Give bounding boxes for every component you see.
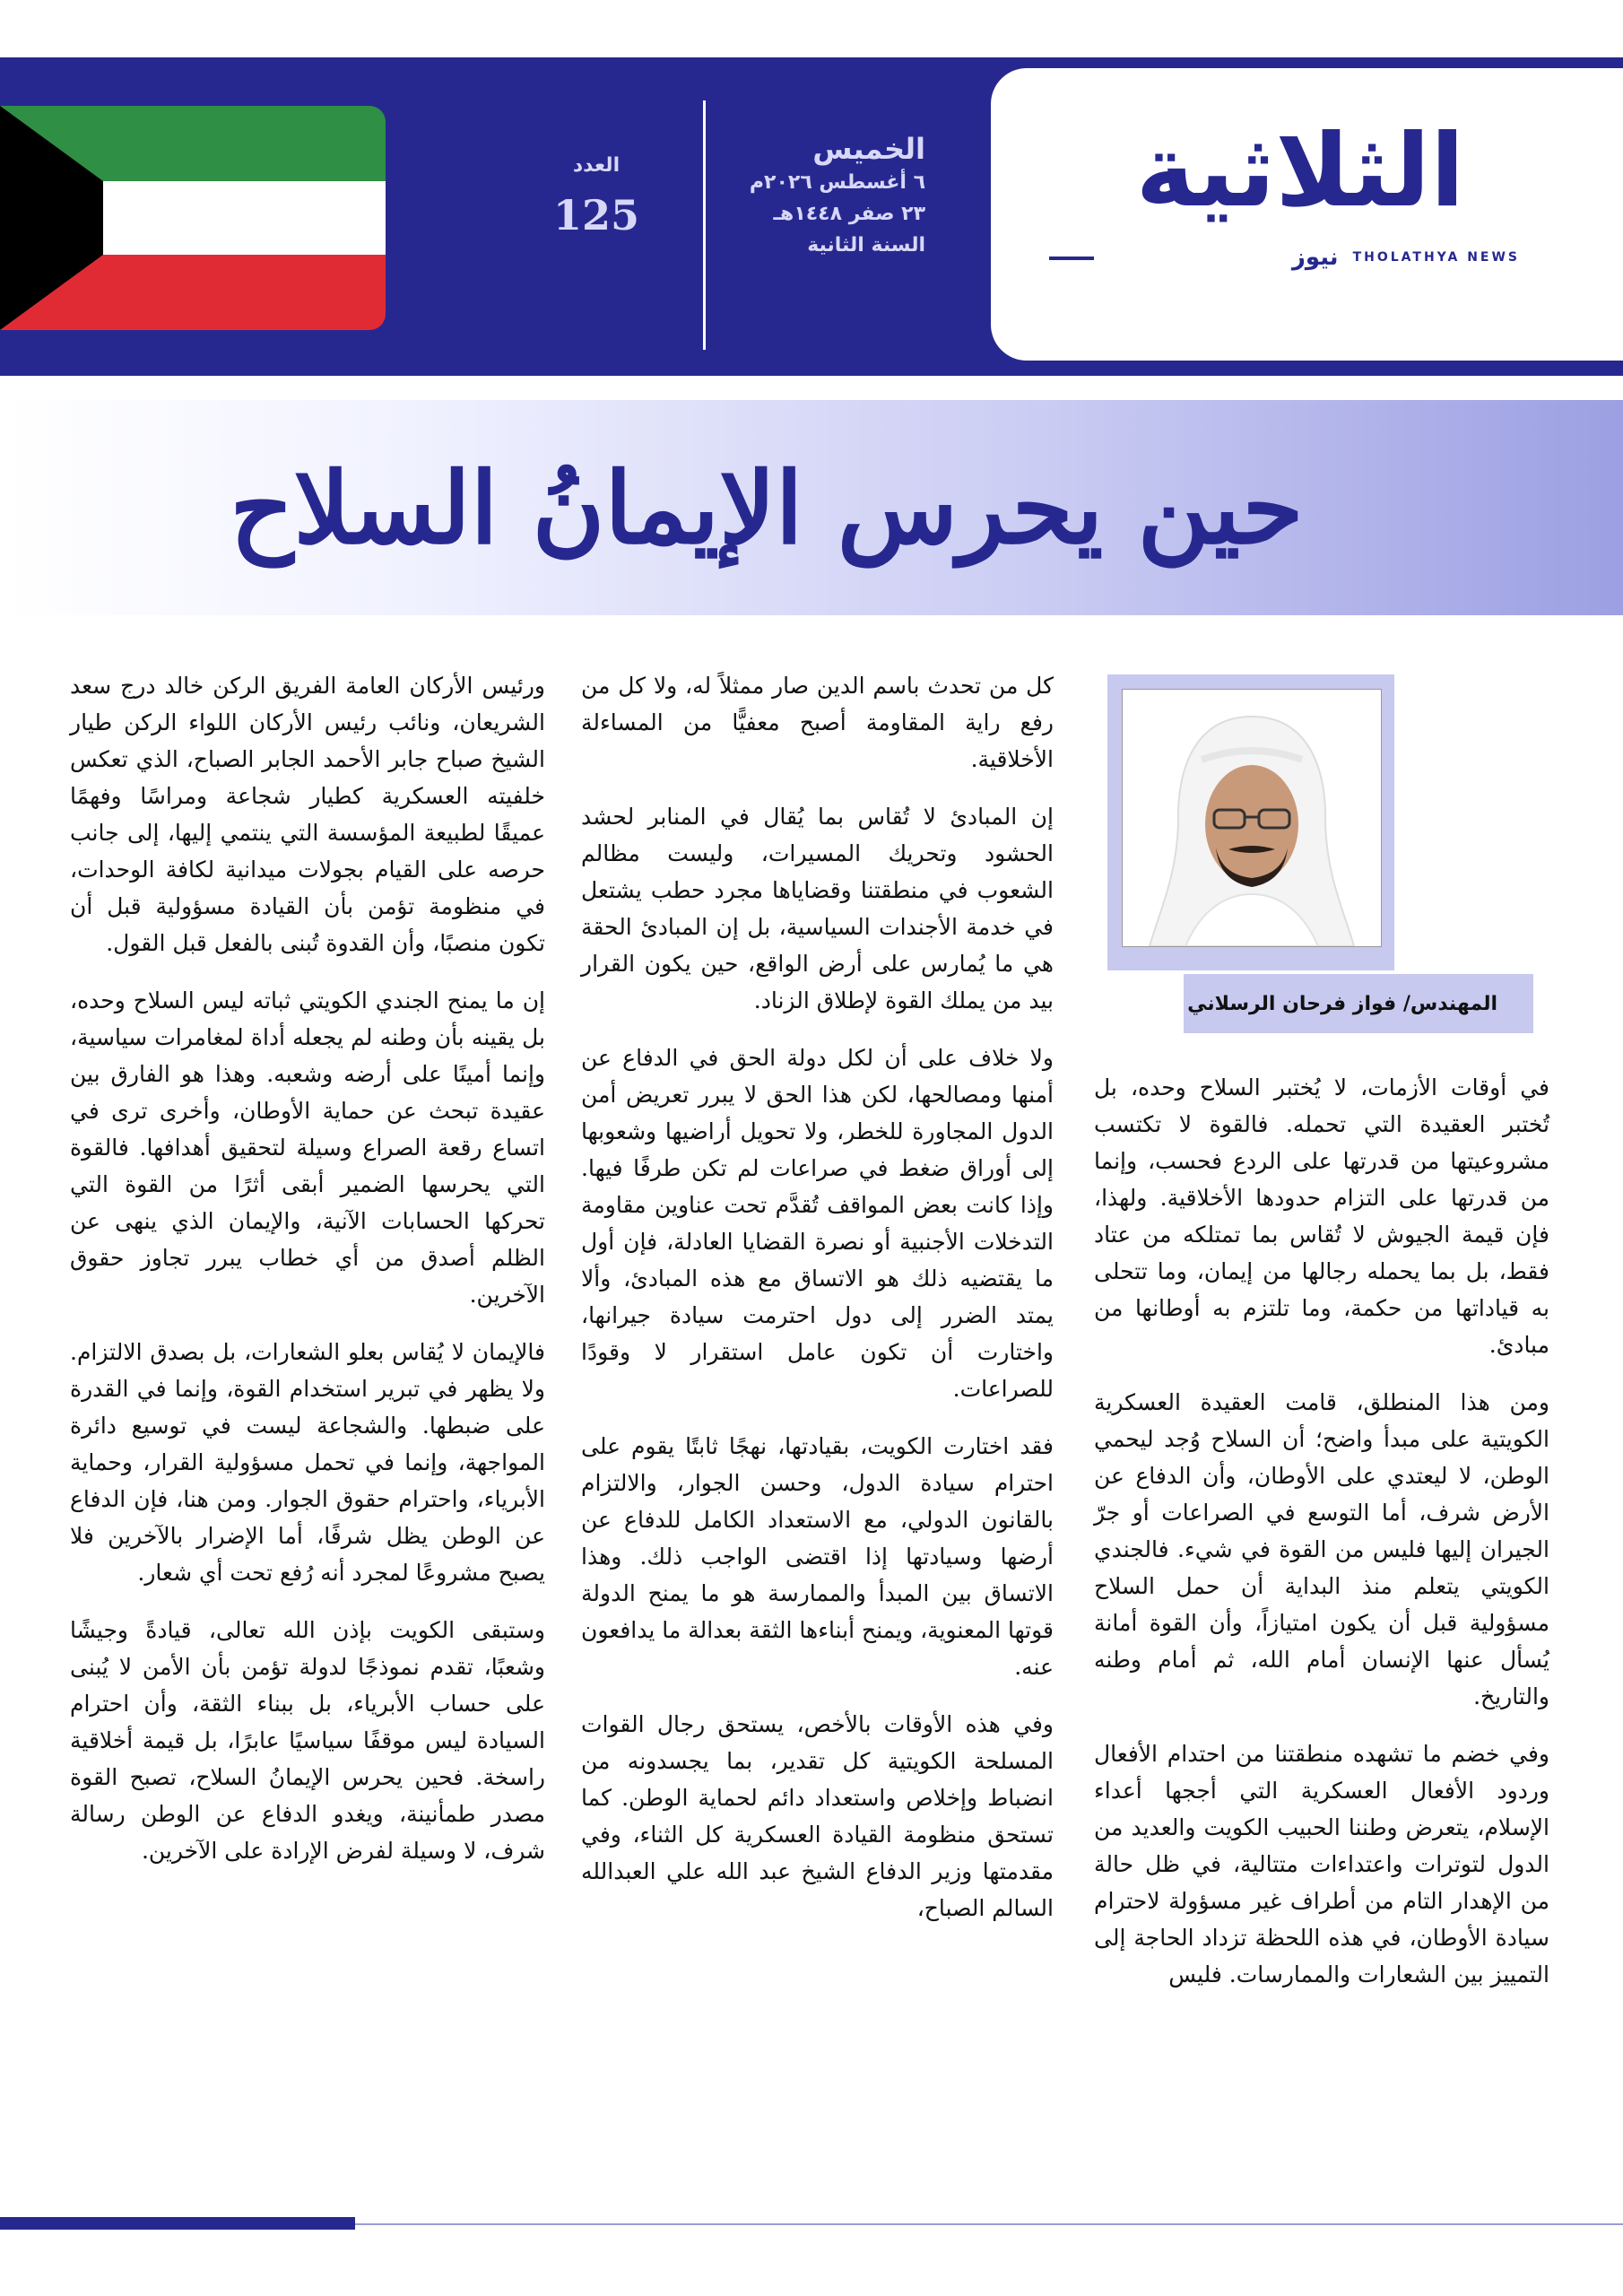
author-box — [1107, 674, 1394, 970]
paragraph: وستبقى الكويت بإذن الله تعالى، قيادةً وجيشًا وشعبًا، تقدم نموذجًا لدولة تؤمن بأن الأمن لا يُبنى على حساب الأبرياء، بل ببناء الثقة، وأن احترام السيادة ليس موقفًا سياسيًا عابرًا، بل قيمة أخلاقية راسخة. فحين يحرس الإيمانُ السلاح، تصبح القوة مصدر طمأنينة، ويغدو الدفاع عن الوطن رسالة شرف، لا وسيلة لفرض الإرادة على الآخرين. — [70, 1617, 545, 1864]
paragraph: وفي هذه الأوقات بالأخص، يستحق رجال القوات المسلحة الكويتية كل تقدير، بما يجسدونه من انضباط وإخلاص واستعداد دائم لحماية الوطن. كما تستحق منظومة القيادة العسكرية كل الثناء، وفي مقدمتها وزير الدفاع الشيخ عبد الله علي العبدالله السالم الصباح، — [581, 1711, 1054, 1921]
logo-wordmark: الثلاثية — [1135, 113, 1465, 230]
logo-sub-english: THOLATHYA NEWS — [1352, 250, 1520, 265]
logo-card — [991, 68, 1623, 361]
author-name: المهندس/ فواز فرحان الرسلاني — [1184, 974, 1533, 1033]
date-day: الخميس — [812, 132, 925, 166]
paragraph: في أوقات الأزمات، لا يُختبر السلاح وحده، بل تُختبر العقيدة التي تحمله. فالقوة لا تكتسب مشروعيتها من قدرتها على الردع فحسب، وإنما من قدرتها على التزام حدودها الأخلاقية. ولهذا، فإن قيمة الجيوش لا تُقاس بما تمتلكه من عتاد فقط، بل بما يحمله رجالها من إيمان، وما تتحلى به قياداتها من حكمة، وما تلتزم به أوطانها من مبادئ. — [1094, 1074, 1549, 1358]
article-column-left — [70, 667, 545, 1890]
kuwait-flag-icon — [0, 106, 386, 330]
masthead-divider — [703, 100, 706, 350]
paragraph: فالإيمان لا يُقاس بعلو الشعارات، بل بصدق الالتزام. ولا يظهر في تبرير استخدام القوة، وإنما في القدرة على ضبطها. والشجاعة ليست في توسيع دائرة المواجهة، وإنما في تحمل مسؤولية القرار، وحماية الأبرياء، واحترام حقوق الجوار. ومن هنا، فإن الدفاع عن الوطن يظل شرفًا، أما الإضرار بالآخرين فلا يصبح مشروعًا لمجرد أنه رُفع تحت أي شعار. — [70, 1339, 545, 1586]
logo-dash — [1049, 257, 1094, 260]
issue-number: 125 — [552, 191, 640, 239]
paragraph: وفي خضم ما تشهده منطقتنا من احتدام الأفعال وردود الأفعال العسكرية التي أججها أعداء الإسلام، يتعرض وطننا الحبيب الكويت والعديد من الدول لتوترات واعتداءات متتالية، في ظل حالة من الإهدار التام من أطراف غير مسؤولة لاحترام سيادة الأوطان، في هذه اللحظة تزداد الحاجة إلى التمييز بين الشعارات والممارسات. فليس — [1094, 1741, 1549, 1987]
paragraph: ومن هذا المنطلق، قامت العقيدة العسكرية الكويتية على مبدأ واضح؛ أن السلاح وُجد ليحمي الوطن، لا ليعتدي على الأوطان، وأن الدفاع عن الأرض شرف، أما التوسع في الصراعات أو جرّ الجيران إليها فليس من القوة في شيء. فالجندي الكويتي يتعلم منذ البداية أن حمل السلاح مسؤولية قبل أن يكون امتيازاً، وأن القوة أمانة يُسأل عنها الإنسان أمام الله، ثم أمام وطنه والتاريخ. — [1094, 1389, 1549, 1709]
date-block — [717, 131, 925, 261]
year-label: السنة الثانية — [807, 234, 925, 257]
footer-accent-bar — [0, 2217, 355, 2230]
paragraph: إن المبادئ لا تُقاس بما يُقال في المنابر لحشد الحشود وتحريك المسيرات، وليست مظالم الشعوب في منطقتنا وقضاياها مجرد حطب يشتعل في خدمة الأجندات السياسية، بل إن المبادئ الحقة هي ما يُمارس على أرض الواقع، حين يكون القرار بيد من يملك القوة لإطلاق الزناد. — [581, 804, 1054, 1013]
paragraph: ورئيس الأركان العامة الفريق الركن خالد درج سعد الشريعان، ونائب رئيس الأركان اللواء الركن طيار الشيخ صباح جابر الأحمد الجابر الصباح، الذي تعكس خلفيته العسكرية كطيار شجاعة ومراسًا وفهمًا عميقًا لطبيعة المؤسسة التي ينتمي إليها، إلى جانب حرصه على القيام بجولات ميدانية لكافة الوحدات، في منظومة تؤمن بأن القيادة مسؤولية قبل أن تكون منصبًا، وأن القدوة تُبنى بالفعل قبل القول. — [70, 673, 545, 956]
logo-subtitle — [1197, 244, 1520, 271]
author-portrait-icon — [1122, 689, 1382, 947]
masthead-bottom-rule — [0, 362, 1623, 371]
paragraph: إن ما يمنح الجندي الكويتي ثباته ليس السلاح وحده، بل يقينه بأن وطنه لم يجعله أداة لمغامرات سياسية، وإنما أمينًا على أرضه وشعبه. وهذا هو الفارق بين عقيدة تبحث عن حماية الأوطان، وأخرى ترى في اتساع رقعة الصراع وسيلة لتحقيق أهدافها. فالقوة التي يحرسها الضمير أبقى أثرًا من القوة التي تحركها الحسابات الآنية، والإيمان الذي ينهى عن الظلم أصدق من أي خطاب يبرر تجاوز حقوق الآخرين. — [70, 987, 545, 1308]
headline-band — [0, 400, 1623, 615]
paragraph: كل من تحدث باسم الدين صار ممثلاً له، ولا كل من رفع راية المقاومة أصبح معفيًّا من المساءلة الأخلاقية. — [581, 673, 1054, 772]
issue-label: العدد — [572, 154, 621, 177]
article-column-middle — [581, 667, 1054, 1947]
paragraph: ولا خلاف على أن لكل دولة الحق في الدفاع عن أمنها ومصالحها، لكن هذا الحق لا يبرر تعريض أمن الدول المجاورة للخطر، ولا تحويل أراضيها وشعوبها إلى أوراق ضغط في صراعات لم تكن طرفًا فيها. وإذا كانت بعض المواقف تُقدَّم تحت عناوين مقاومة التدخلات الأجنبية أو نصرة القضايا العادلة، فإن أول ما يقتضيه ذلك هو الاتساق مع هذه المبادئ، وألا يمتد الضرر إلى دول احترمت سيادة جيرانها، واختارت أن تكون عامل استقرار لا وقودًا للصراعات. — [581, 1045, 1054, 1402]
date-hijri: ٢٣ صفر ١٤٤٨هـ — [773, 203, 925, 225]
paragraph: فقد اختارت الكويت، بقيادتها، نهجًا ثابتًا يقوم على احترام سيادة الدول، وحسن الجوار، والالتزام بالقانون الدولي، مع الاستعداد الكامل للدفاع عن أرضها وسيادتها إذا اقتضى الواجب ذلك. وهذا الاتساق بين المبدأ والممارسة هو ما يمنح الدولة قوتها المعنوية، ويمنح أبناءها الثقة بعدالة ما يدافعون عنه. — [581, 1433, 1054, 1680]
issue-block — [538, 154, 655, 239]
article-headline: حين يحرس الإيمانُ السلاح — [230, 449, 1304, 566]
article-column-right — [1094, 1069, 1549, 2013]
date-gregorian: ٦ أغسطس ٢٠٢٦م — [749, 171, 925, 194]
logo-sub-arabic: نيوز — [1291, 244, 1339, 271]
